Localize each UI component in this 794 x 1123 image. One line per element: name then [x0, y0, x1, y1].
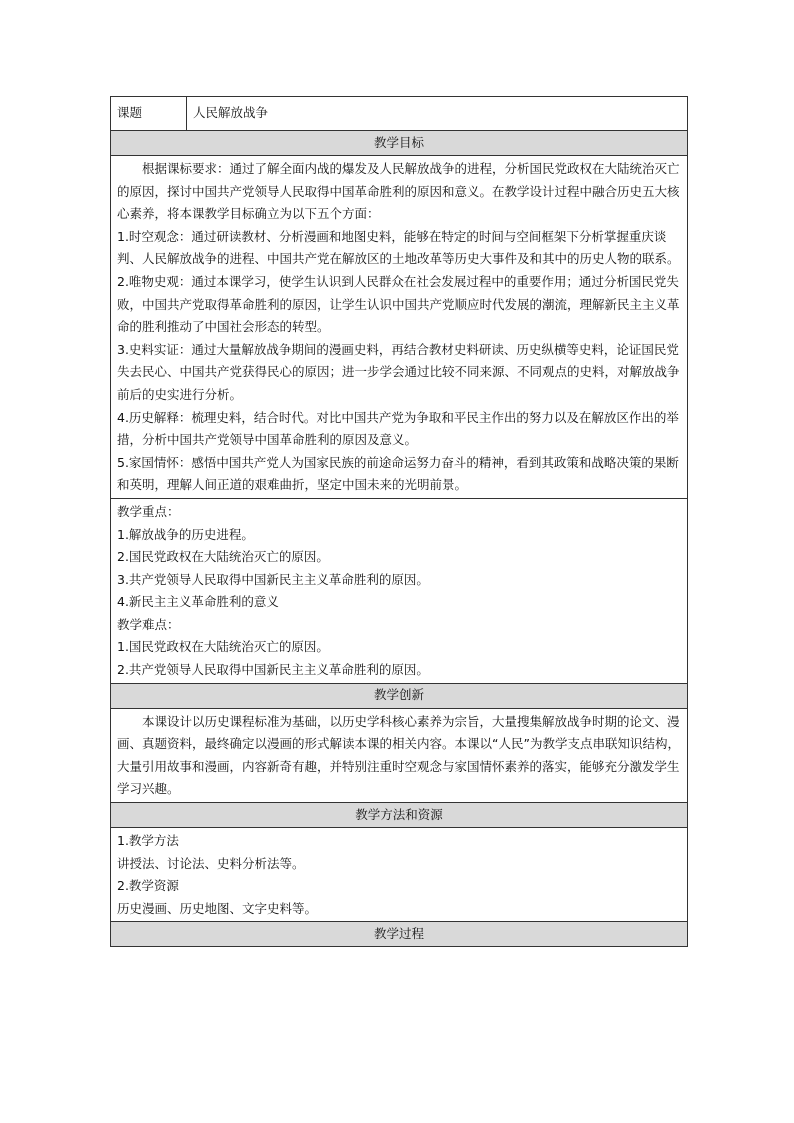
objectives-intro: 根据课标要求：通过了解全面内战的爆发及人民解放战争的进程，分析国民党政权在大陆统治灭亡的原因，探讨中国共产党领导人民取得中国革命胜利的原因和意义。在教学设计过程中融合历史五大核心素养，将本课教学目标确立为以下五个方面：	[117, 161, 680, 222]
innovation-header: 教学创新	[111, 683, 688, 708]
key-point-item: 1.解放战争的历史进程。	[117, 526, 254, 542]
objective-item: 3.史料实证：通过大量解放战争期间的漫画史料，再结合教材史料研读、历史纵横等史料，论证国民党失去民心、中国共产党获得民心的原因；进一步学会通过比较不同来源、不同观点的史料，对解放战争前后的史实进行分析。	[117, 341, 680, 402]
difficult-point-item: 1.国民党政权在大陆统治灭亡的原因。	[117, 639, 329, 655]
innovation-row	[111, 708, 688, 802]
key-points-row	[111, 498, 688, 683]
objective-item: 5.家国情怀：感悟中国共产党人为国家民族的前途命运努力奋斗的精神，看到其政策和战略决策的果断和英明，理解人间正道的艰难曲折，坚定中国未来的光明前景。	[117, 454, 679, 493]
difficult-point-item: 2.共产党领导人民取得中国新民主主义革命胜利的原因。	[117, 662, 429, 678]
topic-label: 课题	[111, 97, 187, 131]
methods-heading: 1.教学方法	[117, 833, 179, 849]
innovation-text: 本课设计以历史课程标准为基础，以历史学科核心素养为宗旨，大量搜集解放战争时期的论文、漫画、真题资料，最终确定以漫画的形式解读本课的相关内容。本课以“人民”为教学支点串联知识结构，大量引用故事和漫画，内容新奇有趣，并特别注重时空观念与家国情怀素养的落实，能够充分激发学生学习兴趣。	[117, 713, 680, 797]
resources-text: 历史漫画、历史地图、文字史料等。	[117, 900, 318, 916]
innovation-header-row	[111, 683, 688, 708]
methods-header: 教学方法和资源	[111, 803, 688, 828]
objectives-content	[111, 156, 688, 499]
objectives-header: 教学目标	[111, 131, 688, 156]
topic-value: 人民解放战争	[187, 97, 688, 131]
difficult-points-heading: 教学难点：	[117, 616, 180, 632]
methods-content	[111, 828, 688, 922]
key-point-item: 4.新民主主义革命胜利的意义	[117, 594, 279, 610]
objective-item: 4.历史解释：梳理史料，结合时代。对比中国共产党为争取和平民主作出的努力以及在解放区作出的举措，分析中国共产党领导中国革命胜利的原因及意义。	[117, 409, 679, 448]
key-points-heading: 教学重点：	[117, 503, 180, 519]
key-point-item: 2.国民党政权在大陆统治灭亡的原因。	[117, 549, 329, 565]
objectives-header-row	[111, 131, 688, 156]
objective-item: 2.唯物史观：通过本课学习，使学生认识到人民群众在社会发展过程中的重要作用；通过分析国民党失败，中国共产党取得革命胜利的原因，让学生认识中国共产党顺应时代发展的潮流，理解新民主主义革命的胜利推动了中国社会形态的转型。	[117, 273, 680, 335]
key-points-content	[111, 498, 688, 683]
process-header-row	[111, 922, 688, 947]
key-point-item: 3.共产党领导人民取得中国新民主主义革命胜利的原因。	[117, 571, 429, 587]
topic-row	[111, 97, 688, 131]
process-header: 教学过程	[111, 922, 688, 947]
resources-heading: 2.教学资源	[117, 878, 179, 894]
methods-header-row	[111, 803, 688, 828]
objectives-row	[111, 156, 688, 499]
innovation-content	[111, 708, 688, 802]
methods-text: 讲授法、讨论法、史料分析法等。	[117, 855, 305, 871]
lesson-plan-document	[110, 96, 688, 947]
methods-row	[111, 828, 688, 922]
lesson-plan-table	[110, 96, 688, 947]
objective-item: 1.时空观念：通过研读教材、分析漫画和地图史料，能够在特定的时间与空间框架下分析掌握重庆谈判、人民解放战争的进程、中国共产党在解放区的土地改革等历史大事件及和其中的历史人物的联系。	[117, 228, 680, 267]
